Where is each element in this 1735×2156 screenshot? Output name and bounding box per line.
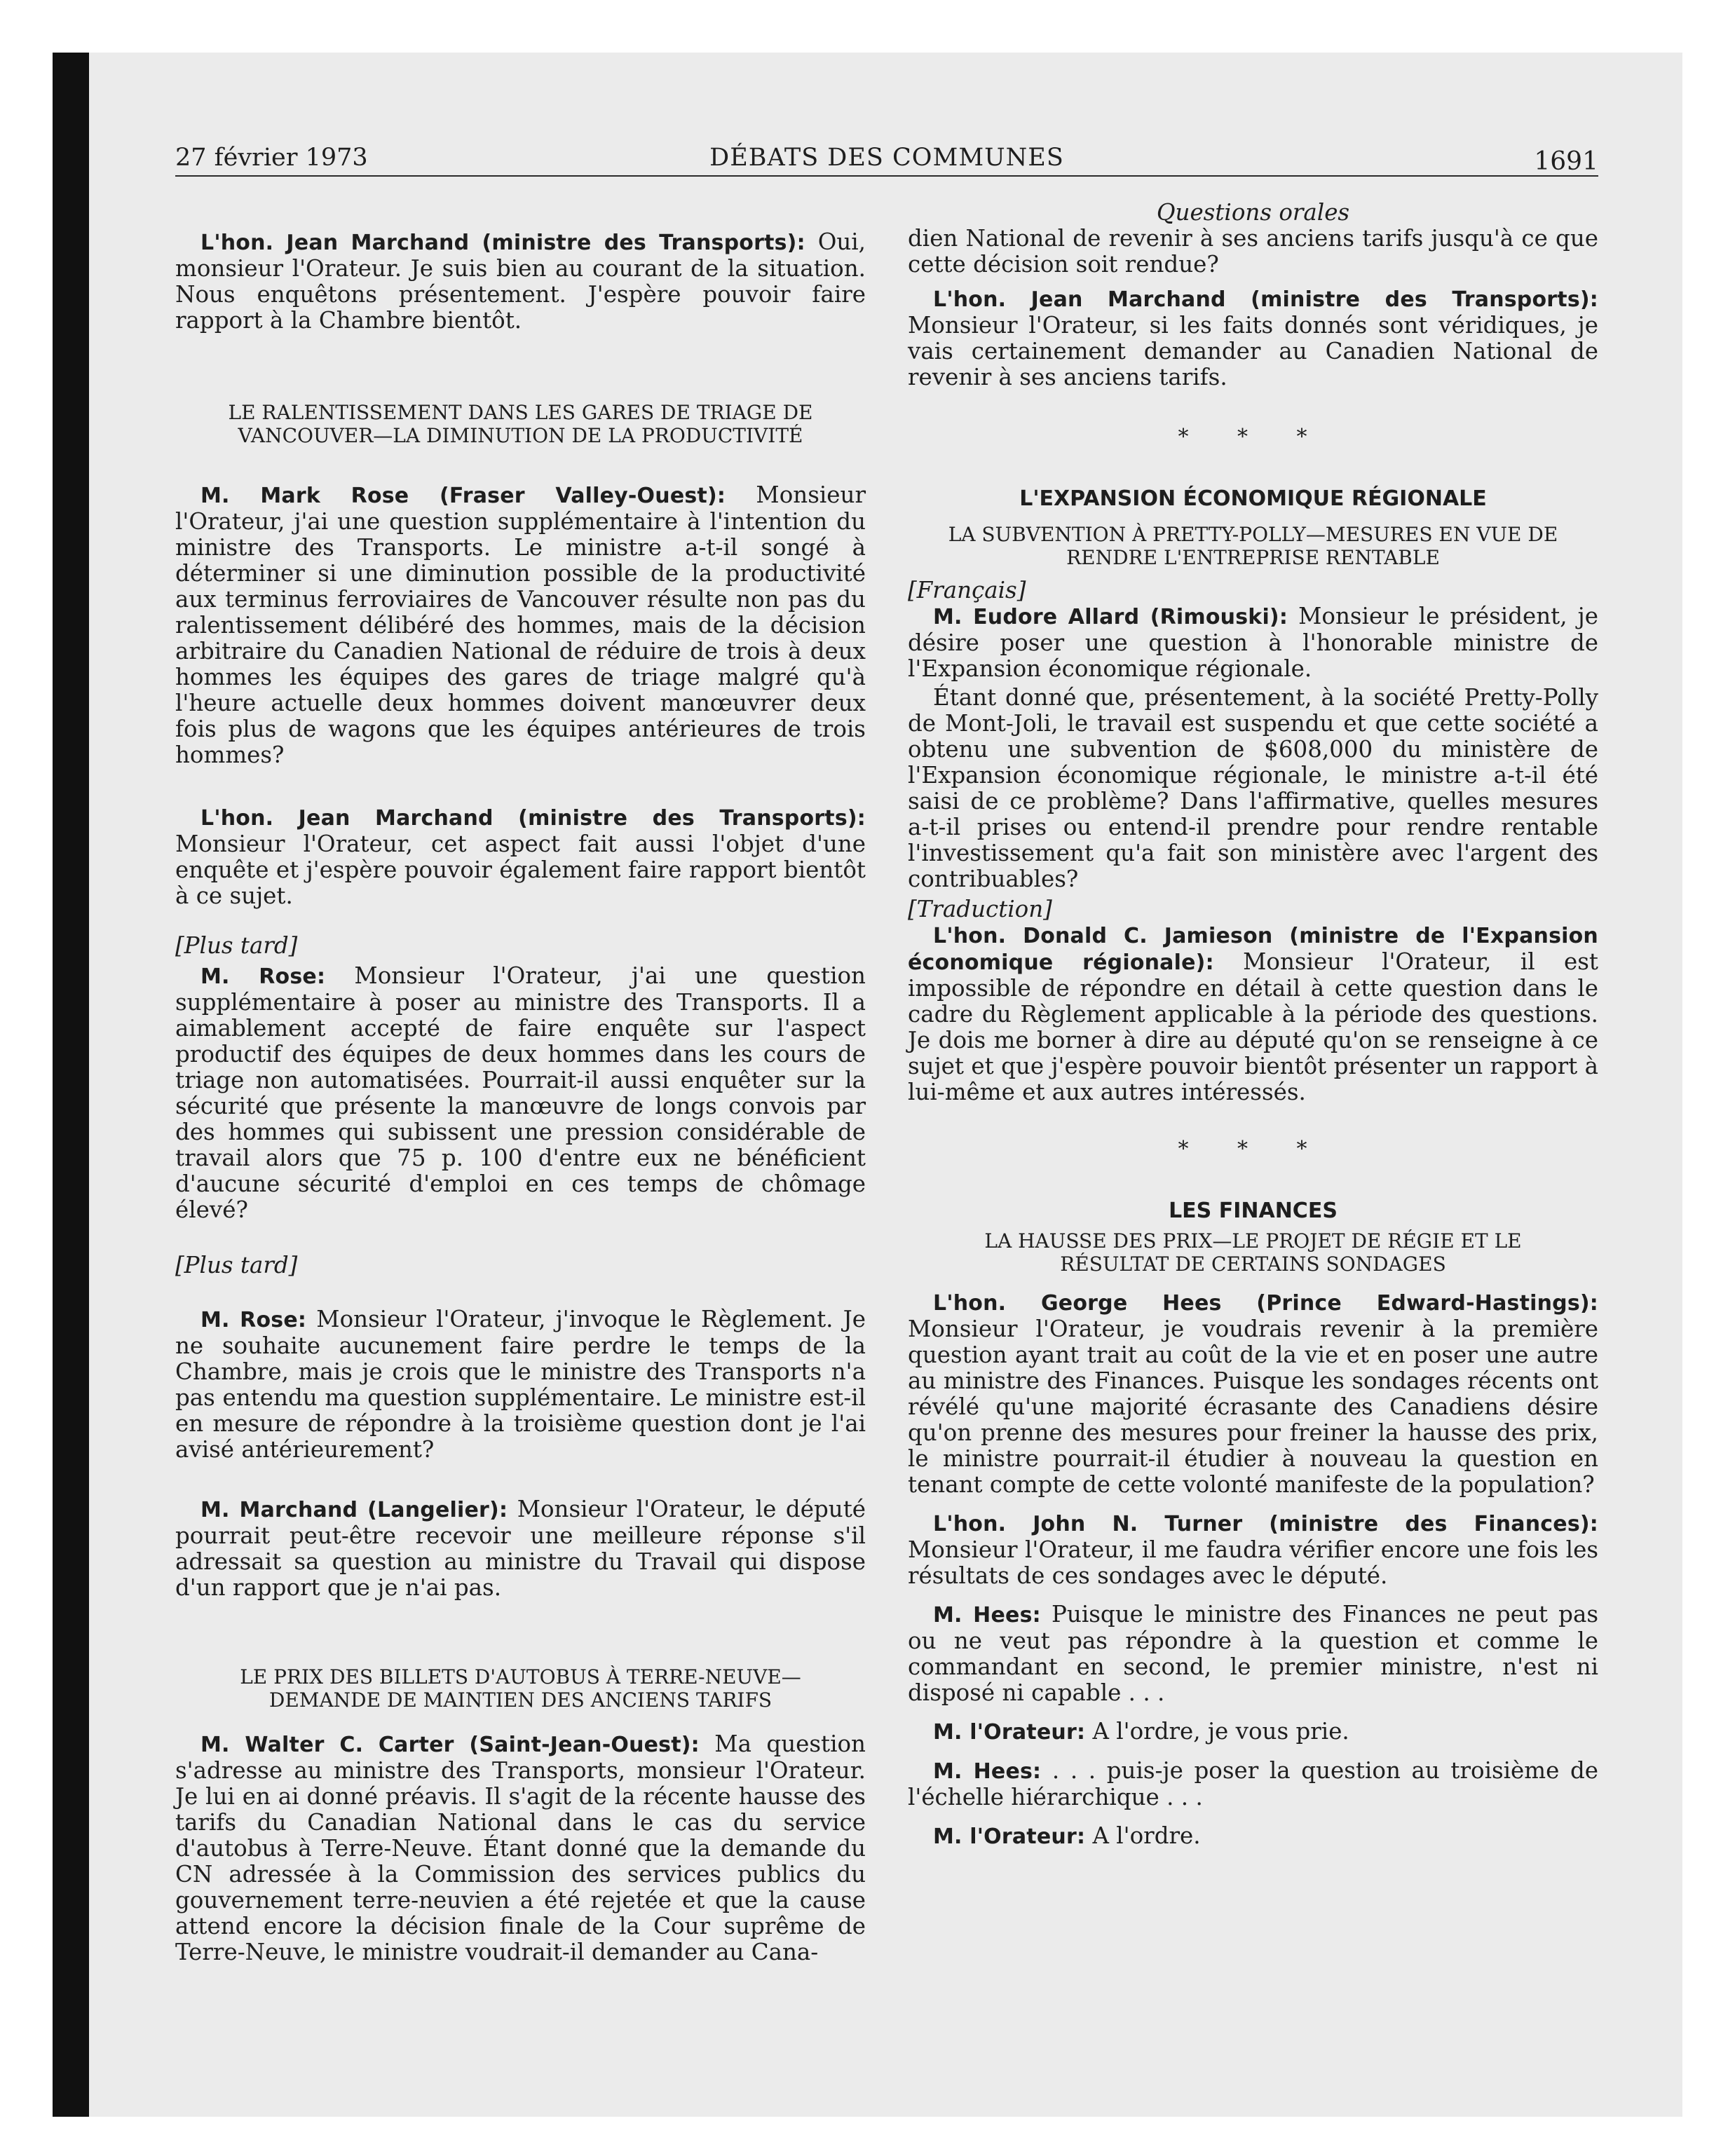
speaker-name: M. Hees: — [933, 1603, 1041, 1628]
page-header — [175, 140, 1598, 177]
speech-text: Monsieur l'Orateur, si les faits donnés sont véridiques, je vais certainement demander au Canadien National de revenir à ses anciens tarifs. — [908, 312, 1598, 390]
topic-heading-line: LA HAUSSE DES PRIX—LE PROJET DE RÉGIE ET LE — [984, 1229, 1522, 1253]
speech-paragraph: Étant donné que, présentement, à la société Pretty-Polly de Mont-Joli, le travail est suspendu et que cette société a obtenu une subvention de $608,000 du ministère de l'Expansion économique régionale, le ministre a-t-il été saisi de ce problème? Dans l'affirmative, quelles mesures a-t-il prises ou entend-il prendre pour rendre rentable l'investissement qu'a fait son ministère avec l'argent des contribuables? — [908, 684, 1598, 892]
speech-paragraph — [908, 603, 1598, 682]
section-title: LES FINANCES — [1169, 1199, 1338, 1223]
speech-paragraph — [908, 1290, 1598, 1498]
section-divider: * * * — [1178, 1137, 1328, 1161]
speech-paragraph — [908, 1719, 1598, 1745]
speech-paragraph — [175, 482, 866, 768]
speech-text: . . . puis-je poser la question au troisième de l'échelle hiérarchique . . . — [908, 1757, 1598, 1810]
speaker-name: L'hon. Jean Marchand (ministre des Transports): — [200, 231, 805, 255]
speech-paragraph — [908, 1823, 1598, 1850]
speech-text: A l'ordre. — [1085, 1822, 1201, 1849]
speech-text: Ma question s'adresse au ministre des Transports, monsieur l'Orateur. Je lui en ai donné préavis. Il s'agit de la récente hausse des tarifs du Canadian National dans le cas du service d'autobus à Terre-Neuve. Étant donné que la demande du CN adressée à la Commission des services publics du gouvernement terre-neuvien a été rejetée et que la cause attend encore la décision finale de la Cour suprême de Terre-Neuve, le ministre voudrait-il demander au Cana- — [175, 1731, 866, 1965]
page-number: 1691 — [1534, 147, 1598, 176]
speech-paragraph — [175, 963, 866, 1223]
speech-paragraph — [175, 229, 866, 334]
topic-heading-line: LE PRIX DES BILLETS D'AUTOBUS À TERRE-NEUVE— — [240, 1665, 801, 1688]
speech-paragraph — [908, 1602, 1598, 1706]
speech-text: Monsieur l'Orateur, il est impossible de répondre en détail à cette question dans le cadre du Règlement applicable à la période des questions. Je dois me borner à dire au député qu'on se renseigne à ce sujet et que j'espère pouvoir bientôt présenter un rapport à lui-même et aux autres intéressés. — [908, 948, 1598, 1105]
topic-heading — [908, 1229, 1598, 1276]
speech-text: Monsieur l'Orateur, j'ai une question supplémentaire à poser au ministre des Transports. Il a aimablement accepté de faire enquête sur l'aspect productif des équipes de deux hommes dans les cours de triage non automatisées. Pourrait-il aussi enquêter sur la sécurité que présente la manœuvre de longs convois par des hommes qui subissent une pression considérable de travail alors que 75 p. 100 d'entre eux ne bénéficient d'aucune sécurité d'emploi en ces temps de chômage élevé? — [175, 962, 866, 1223]
speaker-name: M. Mark Rose (Fraser Valley-Ouest): — [200, 484, 726, 508]
speech-paragraph — [908, 1758, 1598, 1810]
running-head: Questions orales — [1156, 199, 1350, 226]
speaker-name: M. Walter C. Carter (Saint-Jean-Ouest): — [200, 1733, 700, 1757]
procedural-note: [Plus tard] — [175, 932, 298, 959]
speech-paragraph — [908, 1510, 1598, 1589]
speech-text: Monsieur l'Orateur, cet aspect fait aussi l'objet d'une enquête et j'espère pouvoir également faire rapport bientôt à ce sujet. — [175, 831, 866, 909]
language-note: [Traduction] — [908, 896, 1052, 922]
speaker-name: M. Marchand (Langelier): — [200, 1498, 508, 1522]
speech-text: Oui, monsieur l'Orateur. Je suis bien au courant de la situation. Nous enquêtons présentement. J'espère pouvoir faire rapport à la Chambre bientôt. — [175, 228, 866, 334]
speech-text: A l'ordre, je vous prie. — [1085, 1718, 1349, 1745]
speech-paragraph — [908, 286, 1598, 390]
right-column — [908, 200, 1598, 1850]
speaker-name: L'hon. Donald C. Jamieson (ministre de l'Expansion économique régionale): — [908, 924, 1598, 975]
speaker-name: M. Hees: — [933, 1759, 1042, 1784]
speaker-name: M. l'Orateur: — [933, 1720, 1086, 1745]
topic-heading-line: VANCOUVER—LA DIMINUTION DE LA PRODUCTIVITÉ — [238, 424, 803, 447]
speaker-name: L'hon. Jean Marchand (ministre des Transports): — [200, 806, 866, 831]
speech-paragraph — [908, 922, 1598, 1105]
speech-paragraph — [175, 805, 866, 909]
topic-heading-line: DEMANDE DE MAINTIEN DES ANCIENS TARIFS — [268, 1688, 773, 1712]
speech-text: Puisque le ministre des Finances ne peut pas ou ne veut pas répondre à la question et comme le commandant en second, le premier ministre, n'est ni disposé ni capable . . . — [908, 1601, 1599, 1706]
speaker-name: M. l'Orateur: — [933, 1824, 1086, 1849]
section-title: L'EXPANSION ÉCONOMIQUE RÉGIONALE — [1019, 486, 1487, 511]
speech-paragraph — [175, 1496, 866, 1601]
speech-paragraph: dien National de revenir à ses anciens tarifs jusqu'à ce que cette décision soit rendue? — [908, 225, 1598, 278]
topic-heading — [175, 401, 866, 447]
speaker-name: L'hon. John N. Turner (ministre des Finances): — [933, 1512, 1598, 1536]
topic-heading-line: LA SUBVENTION À PRETTY-POLLY—MESURES EN VUE DE — [948, 523, 1558, 546]
speech-paragraph — [175, 1731, 866, 1965]
speech-text: Monsieur l'Orateur, j'ai une question supplémentaire à l'intention du ministre des Transports. Le ministre a-t-il songé à déterminer si une diminution possible de la productivité aux terminus ferroviaires de Vancouver résulte non pas du ralentissement délibéré des hommes, mais de la décision arbitraire du Canadien National de réduire de trois à deux hommes les équipes des gares de triage malgré qu'à l'heure actuelle deux hommes doivent manœuvrer deux fois plus de wagons que les équipes antérieures de trois hommes? — [175, 482, 866, 768]
speech-text: Monsieur le président, je désire poser une question à l'honorable ministre de l'Expansion économique régionale. — [908, 603, 1598, 682]
speech-paragraph — [175, 1306, 866, 1463]
binding-edge — [53, 53, 89, 2117]
topic-heading-line: LE RALENTISSEMENT DANS LES GARES DE TRIAGE DE — [228, 401, 813, 424]
topic-heading — [908, 523, 1598, 569]
topic-heading-line: RENDRE L'ENTREPRISE RENTABLE — [1066, 546, 1440, 569]
speaker-name: M. Rose: — [200, 964, 326, 989]
procedural-note: [Plus tard] — [175, 1252, 298, 1278]
header-date: 27 février 1973 — [175, 144, 368, 172]
section-divider: * * * — [1178, 425, 1328, 449]
speaker-name: L'hon. Jean Marchand (ministre des Transports): — [933, 287, 1598, 312]
speech-text: Monsieur l'Orateur, j'invoque le Règlement. Je ne souhaite aucunement faire perdre le temps de la Chambre, mais je crois que le ministre des Transports n'a pas entendu ma question supplémentaire. Le ministre est-il en mesure de répondre à la troisième question dont je l'ai avisé antérieurement? — [175, 1306, 866, 1463]
speaker-name: L'hon. George Hees (Prince Edward-Hastings): — [933, 1291, 1598, 1316]
header-title: DÉBATS DES COMMUNES — [709, 144, 1064, 172]
topic-heading — [175, 1665, 866, 1712]
speaker-name: M. Eudore Allard (Rimouski): — [933, 605, 1288, 629]
left-column — [175, 200, 866, 1965]
speech-text: Monsieur l'Orateur, je voudrais revenir à la première question ayant trait au coût de la vie et en poser une autre au ministre des Finances. Puisque les sondages récents ont révélé qu'une majorité écrasante des Canadiens désire qu'on prenne des mesures pour freiner la hausse des prix, le ministre pourrait-il étudier à nouveau la question en tenant compte de cette volonté manifeste de la population? — [908, 1316, 1598, 1498]
speaker-name: M. Rose: — [200, 1308, 307, 1332]
speech-text: Monsieur l'Orateur, le député pourrait peut-être recevoir une meilleure réponse s'il adressait sa question au ministre du Travail qui dispose d'un rapport que je n'ai pas. — [175, 1496, 866, 1601]
speech-text: Monsieur l'Orateur, il me faudra vérifier encore une fois les résultats de ces sondages avec le député. — [908, 1536, 1598, 1589]
language-note: [Français] — [908, 577, 1026, 603]
topic-heading-line: RÉSULTAT DE CERTAINS SONDAGES — [1060, 1253, 1446, 1276]
